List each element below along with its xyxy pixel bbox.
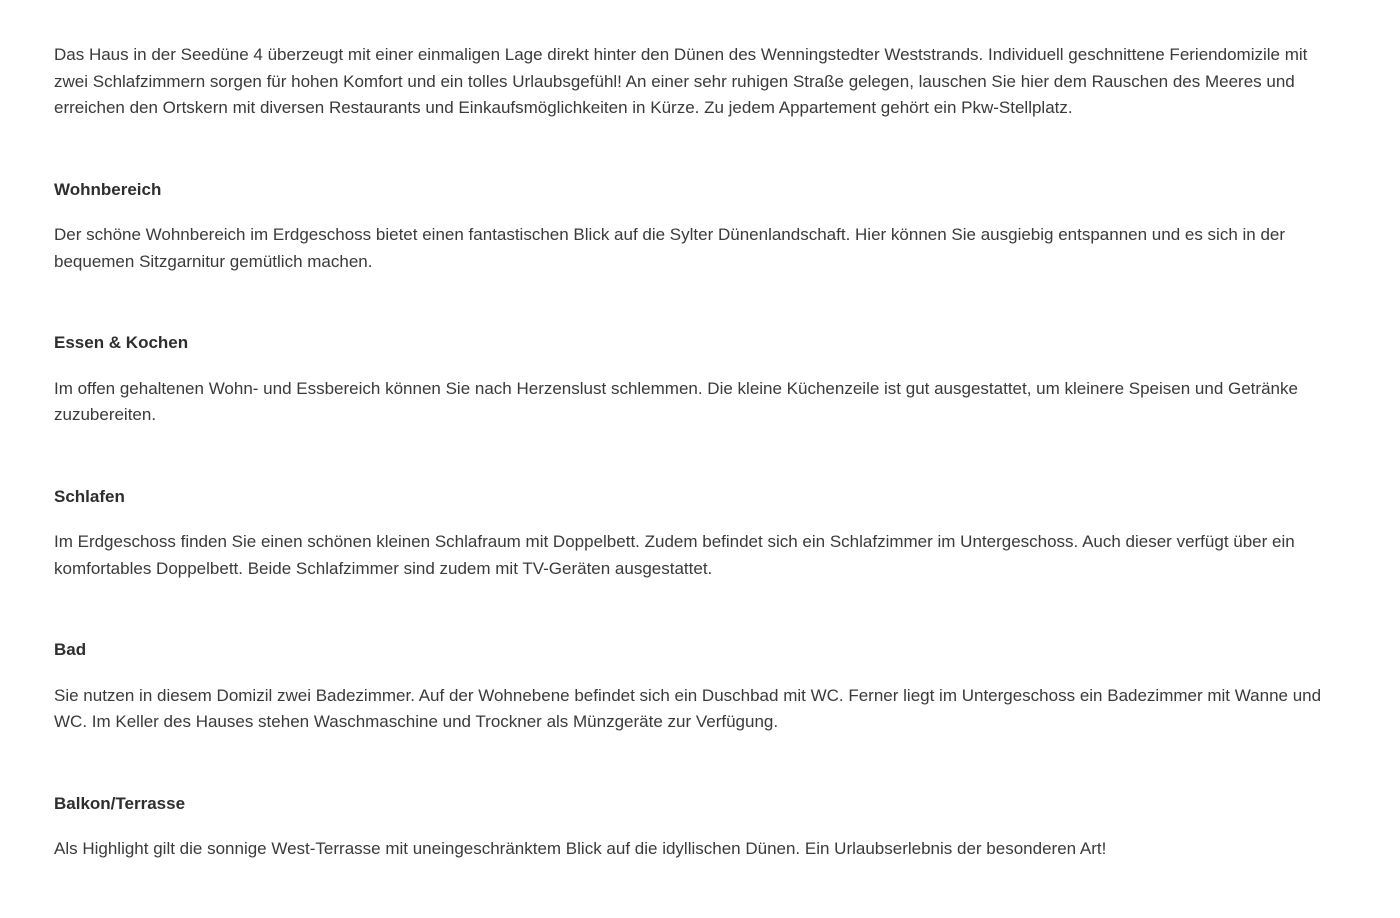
section-heading-wohnbereich: Wohnbereich xyxy=(54,179,162,199)
section-paragraph-balkon-terrasse: Als Highlight gilt die sonnige West-Terrasse mit uneingeschränktem Blick auf die idyllischen Dünen. Ein Urlaubserlebnis der besonderen Art! xyxy=(54,839,1107,858)
section-heading-essen-kochen: Essen & Kochen xyxy=(54,333,189,352)
section-wohnbereich xyxy=(54,177,1345,276)
section-paragraph-essen-kochen: Im offen gehaltenen Wohn- und Essbereich können Sie nach Herzenslust schlemmen. Die kleine Küchenzeile ist gut ausgestattet, um kleinere Speisen und Getränke zuzubereiten. xyxy=(54,378,1298,424)
section-heading-bad: Bad xyxy=(54,640,87,659)
section-paragraph-wohnbereich: Der schöne Wohnbereich im Erdgeschoss bietet einen fantastischen Blick auf die Sylter Dünenlandschaft. Hier können Sie ausgiebig entspannen und es sich in der bequemen Sitzgarnitur gemütlich machen. xyxy=(54,225,1286,271)
section-paragraph-schlafen: Im Erdgeschoss finden Sie einen schönen kleinen Schlafraum mit Doppelbett. Zudem befindet sich ein Schlafzimmer im Untergeschoss. Auch dieser verfügt über ein komfortables Doppelbett. Beide Schlafzimmer sind zudem mit TV-Geräten ausgestattet. xyxy=(54,532,1295,578)
section-bad xyxy=(54,637,1345,736)
section-balkon-terrasse xyxy=(54,791,1345,863)
section-essen-kochen xyxy=(54,330,1345,429)
section-paragraph-bad: Sie nutzen in diesem Domizil zwei Badezimmer. Auf der Wohnebene befindet sich ein Duschbad mit WC. Ferner liegt im Untergeschoss ein Badezimmer mit Wanne und WC. Im Keller des Hauses stehen Waschmaschine und Trockner als Münzgeräte zur Verfügung. xyxy=(54,685,1322,731)
section-heading-schlafen: Schlafen xyxy=(54,486,125,506)
section-schlafen xyxy=(54,484,1345,583)
intro-paragraph: Das Haus in der Seedüne 4 überzeugt mit einer einmaligen Lage direkt hinter den Dünen des Wenningstedter Weststrands. Individuell geschnittene Feriendomizile mit zwei Schlafzimmern sorgen für hohen Komfort und ein tolles Urlaubsgefühl! An einer sehr ruhigen Straße gelegen, lauschen Sie hier dem Rauschen des Meeres und erreichen den Ortskern mit diversen Restaurants und Einkaufsmöglichkeiten in Kürze. Zu jedem Appartement gehört ein Pkw-Stellplatz. xyxy=(54,45,1308,117)
section-heading-balkon-terrasse: Balkon/Terrasse xyxy=(54,793,186,813)
